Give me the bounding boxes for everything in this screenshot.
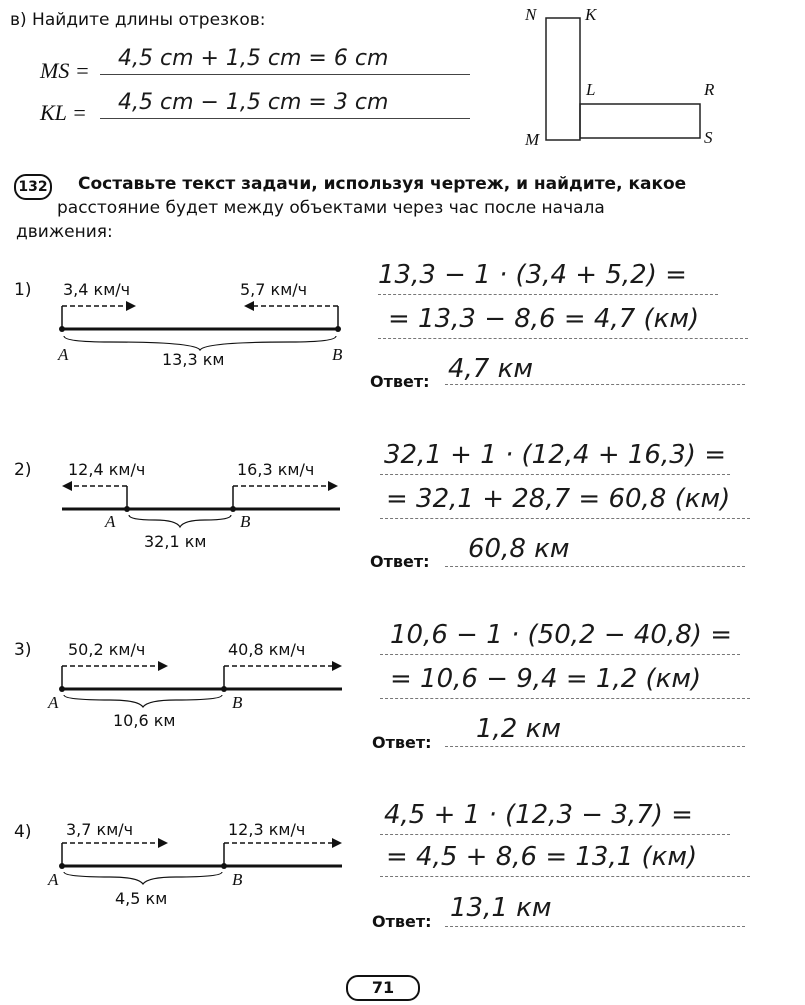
problem-2-point-a: A — [105, 512, 116, 531]
ms-label: MS = — [40, 58, 90, 83]
ms-answer: 4,5 cm + 1,5 cm = 6 cm — [118, 46, 389, 71]
task-number: 132 — [18, 179, 48, 195]
problem-2-answer: 60,8 км — [468, 534, 570, 564]
problem-2-point-b: B — [240, 512, 251, 531]
problem-4-number: 4) — [14, 822, 32, 842]
problem-1-point-a: A — [58, 345, 69, 364]
problem-1-point-b: B — [332, 345, 343, 364]
label-l: L — [586, 80, 596, 99]
problem-2-speed-right: 16,3 км/ч — [237, 460, 315, 479]
label-k: K — [585, 5, 597, 24]
problem-3-speed-right: 40,8 км/ч — [228, 640, 306, 659]
task-text-line2: расстояние будет между объектами через час после начала — [57, 198, 605, 218]
kl-label: KL = — [40, 100, 87, 125]
problem-1-number: 1) — [14, 280, 32, 300]
label-n: N — [525, 5, 537, 24]
part-v-heading: в) Найдите длины отрезков: — [10, 10, 266, 30]
problem-3-speed-left: 50,2 км/ч — [68, 640, 146, 659]
task-text-line3: движения: — [16, 222, 113, 242]
problem-3-number: 3) — [14, 640, 32, 660]
problem-4-line2-rule — [380, 876, 750, 877]
problem-3-distance: 10,6 км — [113, 711, 176, 730]
page-number: 71 — [371, 978, 395, 997]
label-r: R — [704, 80, 715, 99]
problem-4-line2: = 4,5 + 8,6 = 13,1 (км) — [386, 842, 698, 872]
task-text-line1: Составьте текст задачи, используя чертеж, и найдите, какое — [78, 174, 687, 194]
problem-1-answer-label: Ответ: — [370, 372, 430, 391]
problem-2-answer-label: Ответ: — [370, 552, 430, 571]
page-number-badge — [346, 975, 420, 1001]
problem-2-line1: 32,1 + 1 · (12,4 + 16,3) = — [384, 440, 726, 470]
problem-3-line2: = 10,6 − 9,4 = 1,2 (км) — [390, 664, 702, 694]
problem-3-answer: 1,2 км — [476, 714, 561, 744]
problem-3-point-a: A — [48, 693, 59, 712]
problem-4-line1: 4,5 + 1 · (12,3 − 3,7) = — [384, 800, 693, 830]
problem-2-distance: 32,1 км — [144, 532, 207, 551]
problem-4-answer: 13,1 км — [450, 893, 552, 923]
problem-4-line1-rule — [380, 834, 730, 835]
problem-2-speed-left: 12,4 км/ч — [68, 460, 146, 479]
label-s: S — [704, 128, 713, 147]
problem-3-line1: 10,6 − 1 · (50,2 − 40,8) = — [390, 620, 732, 650]
problem-3-point-b: B — [232, 693, 243, 712]
problem-4-speed-left: 3,7 км/ч — [66, 820, 134, 839]
problem-1-line2: = 13,3 − 8,6 = 4,7 (км) — [388, 304, 700, 334]
problem-3-answer-label: Ответ: — [372, 733, 432, 752]
problem-1-speed-left: 3,4 км/ч — [63, 280, 131, 299]
problem-2-number: 2) — [14, 460, 32, 480]
problem-4-point-a: A — [48, 870, 59, 889]
problem-4-point-b: B — [232, 870, 243, 889]
problem-4-answer-rule — [445, 926, 745, 927]
problem-1-speed-right: 5,7 км/ч — [240, 280, 308, 299]
problem-4-distance: 4,5 км — [115, 889, 168, 908]
problem-2-line2: = 32,1 + 28,7 = 60,8 (км) — [386, 484, 731, 514]
label-m: M — [525, 130, 540, 149]
problem-1-answer: 4,7 км — [448, 354, 533, 384]
problem-4-answer-label: Ответ: — [372, 912, 432, 931]
kl-answer: 4,5 cm − 1,5 cm = 3 cm — [118, 90, 389, 115]
problem-4-speed-right: 12,3 км/ч — [228, 820, 306, 839]
problem-1-line1: 13,3 − 1 · (3,4 + 5,2) = — [378, 260, 687, 290]
problem-1-distance: 13,3 км — [162, 350, 225, 369]
